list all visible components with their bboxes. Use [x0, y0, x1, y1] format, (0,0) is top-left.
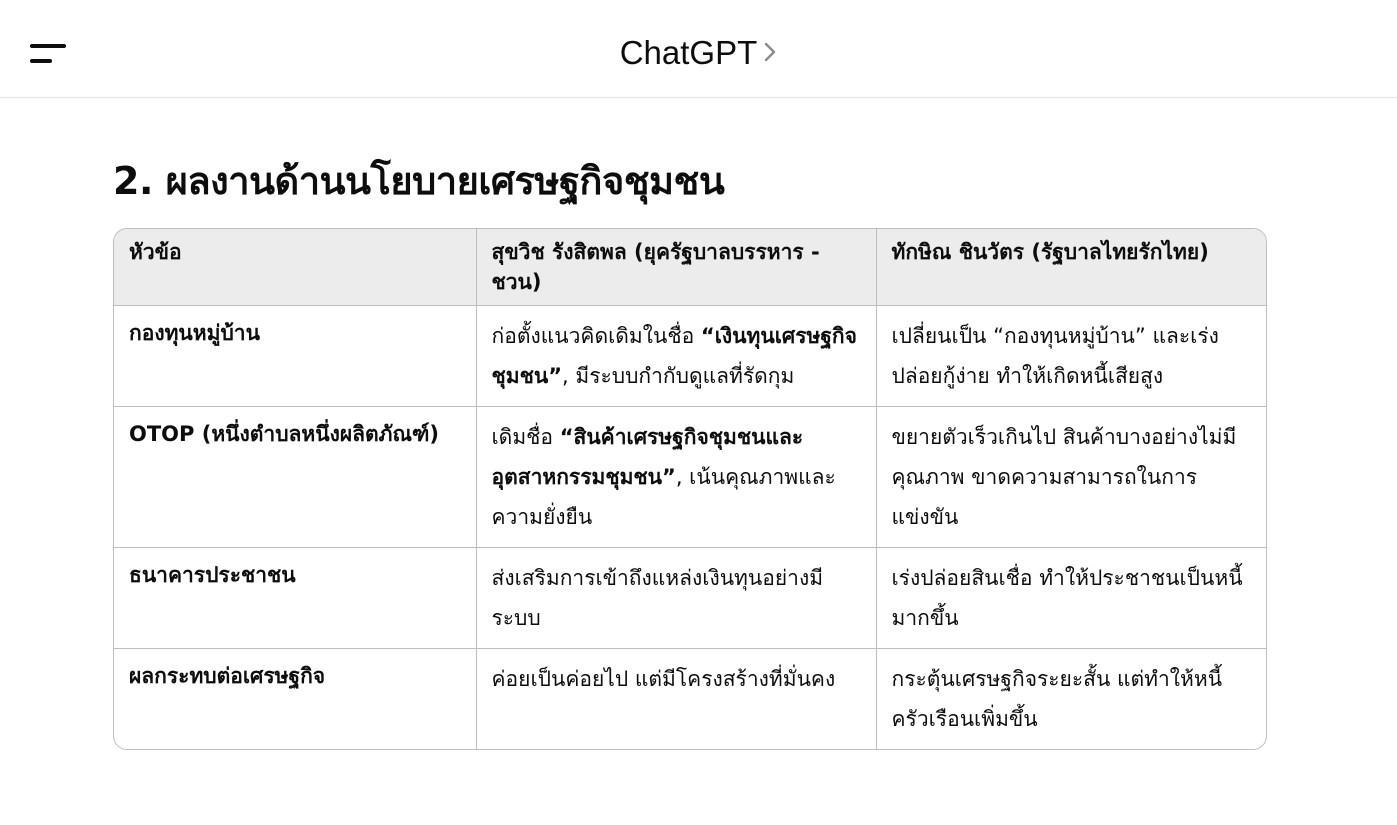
row-sukhawit-cell: [476, 407, 876, 548]
table-row: [114, 548, 1266, 649]
row-thaksin-cell: กระตุ้นเศรษฐกิจระยะสั้น แต่ทำให้หนี้ครัวเรือนเพิ่มขึ้น: [891, 667, 1223, 731]
table-row: [114, 407, 1266, 548]
row-topic: ผลกระทบต่อเศรษฐกิจ: [114, 649, 476, 750]
section-heading: 2. ผลงานด้านนโยบายเศรษฐกิจชุมชน: [113, 159, 725, 203]
cell-text: ก่อตั้งแนวคิดเดิมในชื่อ: [491, 324, 701, 348]
row-topic: กองทุนหมู่บ้าน: [114, 306, 476, 407]
comparison-table: [113, 228, 1267, 750]
cell-text: ค่อยเป็นค่อยไป แต่มีโครงสร้างที่มั่นคง: [491, 667, 836, 691]
model-selector[interactable]: [0, 34, 1397, 72]
row-topic: OTOP (หนึ่งตำบลหนึ่งผลิตภัณฑ์): [114, 407, 476, 548]
cell-text: , เน้นคุณภาพและความยั่งยืน: [491, 465, 836, 529]
top-bar: [0, 0, 1397, 98]
row-topic: ธนาคารประชาชน: [114, 548, 476, 649]
row-thaksin-cell: เปลี่ยนเป็น “กองทุนหมู่บ้าน” และเร่งปล่อยกู้ง่าย ทำให้เกิดหนี้เสียสูง: [876, 306, 1266, 407]
cell-bold-text: “เงินทุนเศรษฐกิจชุมชน”: [491, 324, 857, 388]
row-thaksin-cell: เร่งปล่อยสินเชื่อ ทำให้ประชาชนเป็นหนี้มากขึ้น: [876, 548, 1266, 649]
header-thaksin: ทักษิณ ชินวัตร (รัฐบาลไทยรักไทย): [876, 229, 1266, 306]
chevron-right-icon: [763, 33, 777, 71]
table-row: [114, 306, 1266, 407]
row-sukhawit-cell: [476, 649, 876, 750]
cell-text: , มีระบบกำกับดูแลที่รัดกุม: [562, 364, 795, 388]
header-sukhawit: สุขวิช รังสิตพล (ยุครัฐบาลบรรหาร - ชวน): [476, 229, 876, 306]
table-row: [114, 649, 1266, 750]
table-header-row: [114, 229, 1266, 306]
row-thaksin-cell: ขยายตัวเร็วเกินไป สินค้าบางอย่างไม่มีคุณภาพ ขาดความสามารถในการแข่งขัน: [876, 407, 1266, 548]
row-sukhawit-cell: [476, 548, 876, 649]
app-title[interactable]: ChatGPT: [619, 34, 758, 71]
header-topic: หัวข้อ: [114, 229, 476, 306]
cell-bold-text: “สินค้าเศรษฐกิจชุมชนและอุตสาหกรรมชุมชน”: [491, 425, 804, 489]
row-sukhawit-cell: [476, 306, 876, 407]
cell-text: ส่งเสริมการเข้าถึงแหล่งเงินทุนอย่างมีระบบ: [491, 566, 824, 630]
cell-text: เดิมชื่อ: [491, 425, 560, 449]
